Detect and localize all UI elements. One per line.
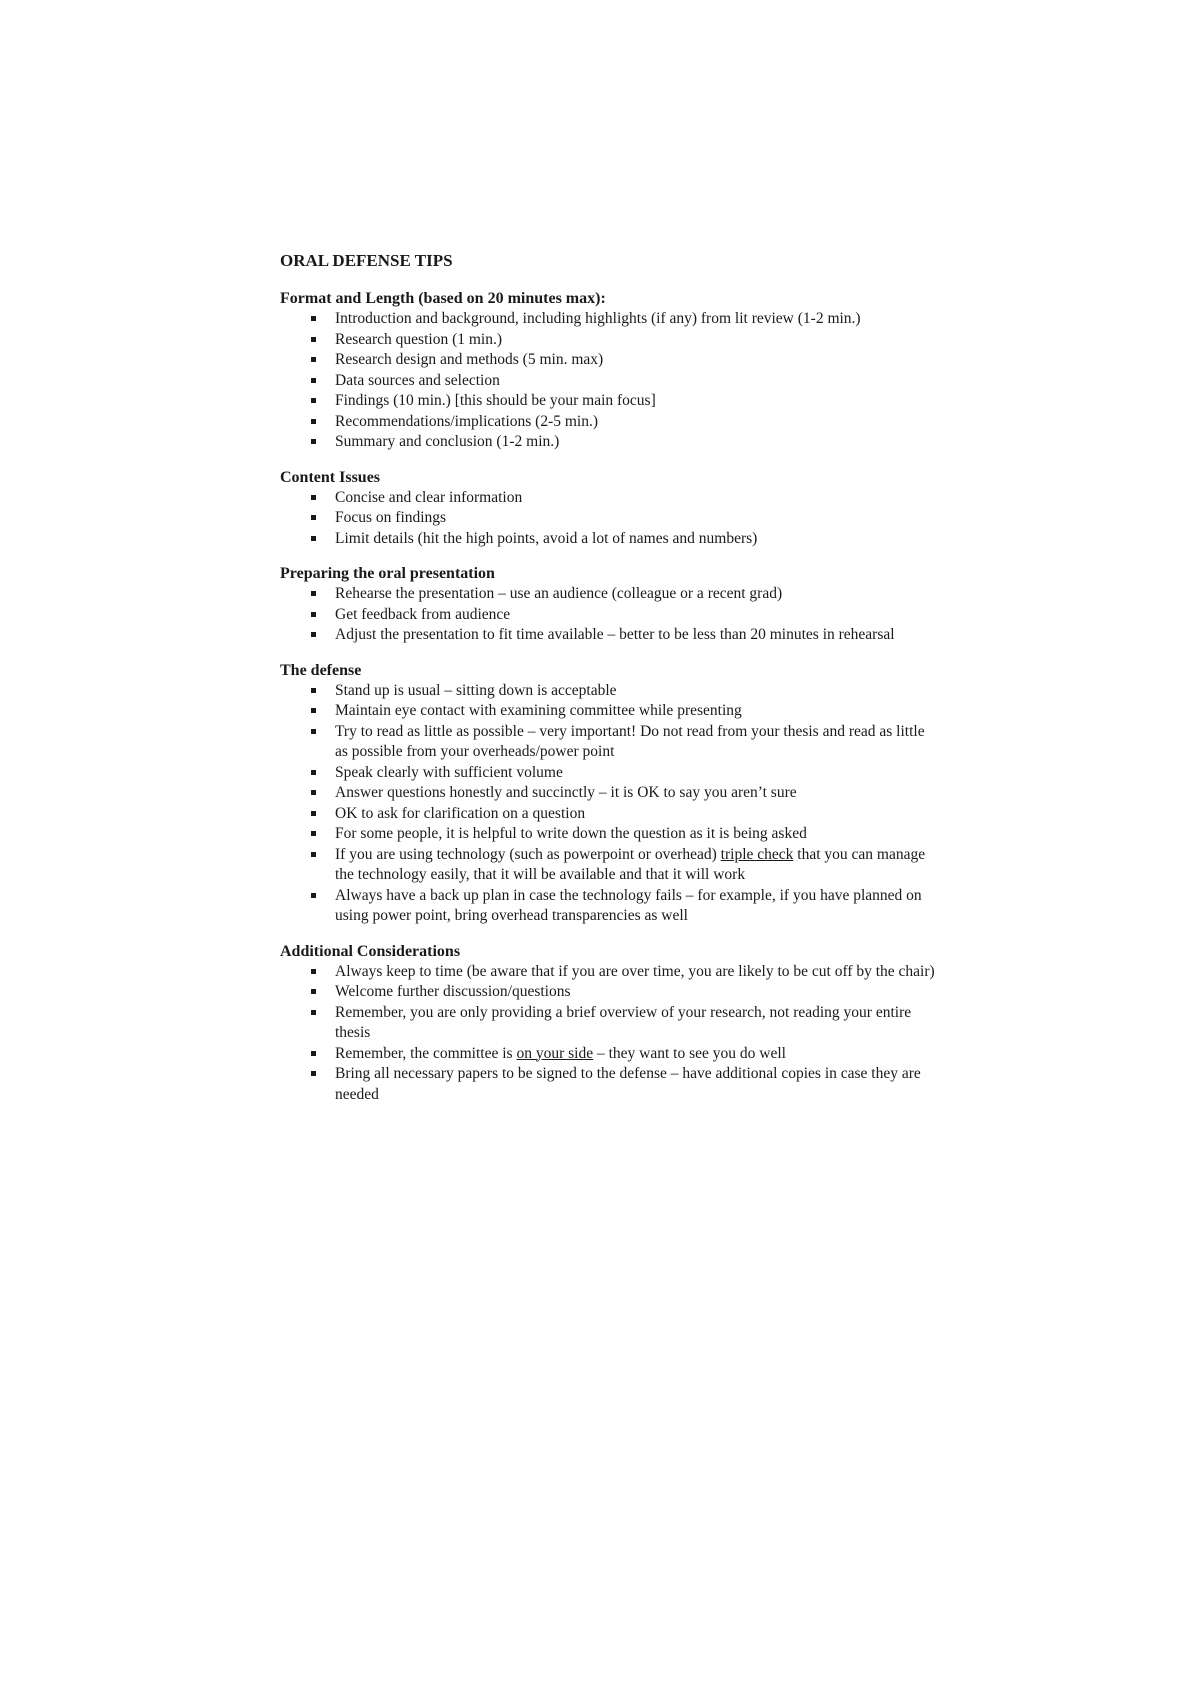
bullet-item xyxy=(335,605,935,626)
section-heading: Additional Considerations xyxy=(280,942,461,960)
bullet-item xyxy=(335,412,935,433)
document-page xyxy=(280,250,940,1120)
section-heading: Format and Length (based on 20 minutes max): xyxy=(280,290,606,307)
bullet-text: Adjust the presentation to fit time available – better to be less than 20 minutes in rehearsal xyxy=(335,626,895,643)
bullet-text: Get feedback from audience xyxy=(335,605,511,623)
bullet-text: Limit details (hit the high points, avoid a lot of names and numbers) xyxy=(335,529,758,547)
bullet-item xyxy=(335,886,935,927)
bullet-text: Recommendations/implications (2-5 min.) xyxy=(335,412,599,430)
bullet-text: Bring all necessary papers to be signed to the defense – have additional copies in case they are needed xyxy=(335,1065,921,1103)
bullet-item xyxy=(335,584,935,605)
section-content-issues xyxy=(280,468,940,550)
bullet-item xyxy=(335,962,935,983)
square-bullet-icon xyxy=(311,612,316,617)
square-bullet-icon xyxy=(311,811,316,816)
bullet-item xyxy=(335,804,935,825)
bullet-item xyxy=(335,982,935,1003)
bullet-item xyxy=(335,824,935,845)
bullet-item xyxy=(335,391,935,412)
section-heading: The defense xyxy=(280,661,362,679)
square-bullet-icon xyxy=(311,357,316,362)
bullet-text: Stand up is usual – sitting down is acceptable xyxy=(335,681,617,699)
square-bullet-icon xyxy=(311,770,316,775)
bullet-text: Research design and methods (5 min. max) xyxy=(335,351,604,368)
bullet-item xyxy=(335,722,935,763)
square-bullet-icon xyxy=(311,831,316,836)
section-heading: Preparing the oral presentation xyxy=(280,565,495,582)
square-bullet-icon xyxy=(311,316,316,321)
bullet-item xyxy=(335,681,935,702)
bullet-item xyxy=(335,763,935,784)
bullet-item xyxy=(335,371,935,392)
square-bullet-icon xyxy=(311,439,316,444)
bullet-item xyxy=(335,1044,935,1065)
bullet-item xyxy=(335,432,935,453)
bullet-text: that you can manage the technology easily, that it will be available and that it will work xyxy=(335,845,926,883)
square-bullet-icon xyxy=(311,398,316,403)
bullet-text: Always have a back up plan in case the technology fails – for example, if you have planned on using power point, bring overhead transparencies as well xyxy=(335,886,922,924)
underlined-emphasis: on your side xyxy=(516,1044,594,1062)
square-bullet-icon xyxy=(311,688,316,693)
bullet-list xyxy=(280,309,940,453)
section-format-and-length-based-on-20-minutes-max xyxy=(280,289,940,453)
bullet-item xyxy=(335,783,935,804)
bullet-text: OK to ask for clarification on a question xyxy=(335,804,586,822)
bullet-text: – they want to see you do well xyxy=(593,1044,786,1062)
bullet-item xyxy=(335,1003,935,1044)
bullet-text: If you are using technology (such as powerpoint or overhead) xyxy=(335,845,721,863)
square-bullet-icon xyxy=(311,495,316,500)
square-bullet-icon xyxy=(311,337,316,342)
bullet-item xyxy=(335,529,935,550)
bullet-item xyxy=(335,508,935,529)
section-heading: Content Issues xyxy=(280,468,381,486)
bullet-text: Focus on findings xyxy=(335,509,447,526)
square-bullet-icon xyxy=(311,536,316,541)
bullet-text: Introduction and background, including highlights (if any) from lit review (1-2 min.) xyxy=(335,310,861,327)
section-preparing-the-oral-presentation xyxy=(280,564,940,646)
square-bullet-icon xyxy=(311,708,316,713)
bullet-text: Findings (10 min.) [this should be your main focus] xyxy=(335,392,656,409)
bullet-text: Speak clearly with sufficient volume xyxy=(335,763,563,781)
square-bullet-icon xyxy=(311,632,316,637)
square-bullet-icon xyxy=(311,1010,316,1015)
bullet-item xyxy=(335,309,935,330)
section-the-defense xyxy=(280,661,940,927)
bullet-item xyxy=(335,350,935,371)
bullet-text: Research question (1 min.) xyxy=(335,330,503,348)
square-bullet-icon xyxy=(311,419,316,424)
bullet-text: Remember, the committee is xyxy=(335,1044,517,1062)
square-bullet-icon xyxy=(311,515,316,520)
bullet-text: Answer questions honestly and succinctly – it is OK to say you aren’t sure xyxy=(335,784,797,801)
bullet-list xyxy=(280,681,940,927)
square-bullet-icon xyxy=(311,591,316,596)
bullet-text: Summary and conclusion (1-2 min.) xyxy=(335,433,560,450)
bullet-list xyxy=(280,488,940,550)
bullet-text: Concise and clear information xyxy=(335,488,523,506)
bullet-item xyxy=(335,701,935,722)
square-bullet-icon xyxy=(311,729,316,734)
bullet-list xyxy=(280,962,940,1106)
underlined-emphasis: triple check xyxy=(720,845,794,863)
bullet-text: Rehearse the presentation – use an audience (colleague or a recent grad) xyxy=(335,585,783,602)
square-bullet-icon xyxy=(311,893,316,898)
bullet-text: Try to read as little as possible – very important! Do not read from your thesis and read as little as possible from your overheads/power point xyxy=(335,722,925,760)
bullet-item xyxy=(335,330,935,351)
bullet-item xyxy=(335,625,935,646)
square-bullet-icon xyxy=(311,378,316,383)
bullet-item xyxy=(335,1064,935,1105)
bullet-text: Data sources and selection xyxy=(335,371,500,389)
section-additional-considerations xyxy=(280,942,940,1106)
bullet-text: Always keep to time (be aware that if you are over time, you are likely to be cut off by the chair) xyxy=(335,962,935,980)
square-bullet-icon xyxy=(311,852,316,857)
square-bullet-icon xyxy=(311,1071,316,1076)
bullet-item xyxy=(335,845,935,886)
square-bullet-icon xyxy=(311,989,316,994)
bullet-list xyxy=(280,584,940,646)
square-bullet-icon xyxy=(311,790,316,795)
bullet-text: Welcome further discussion/questions xyxy=(335,983,571,1000)
bullet-item xyxy=(335,488,935,509)
sections-container xyxy=(280,289,940,1105)
square-bullet-icon xyxy=(311,969,316,974)
bullet-text: Maintain eye contact with examining committee while presenting xyxy=(335,702,742,719)
document-title: ORAL DEFENSE TIPS xyxy=(280,251,453,270)
square-bullet-icon xyxy=(311,1051,316,1056)
bullet-text: For some people, it is helpful to write down the question as it is being asked xyxy=(335,825,807,842)
bullet-text: Remember, you are only providing a brief overview of your research, not reading your entire thesis xyxy=(335,1003,912,1041)
